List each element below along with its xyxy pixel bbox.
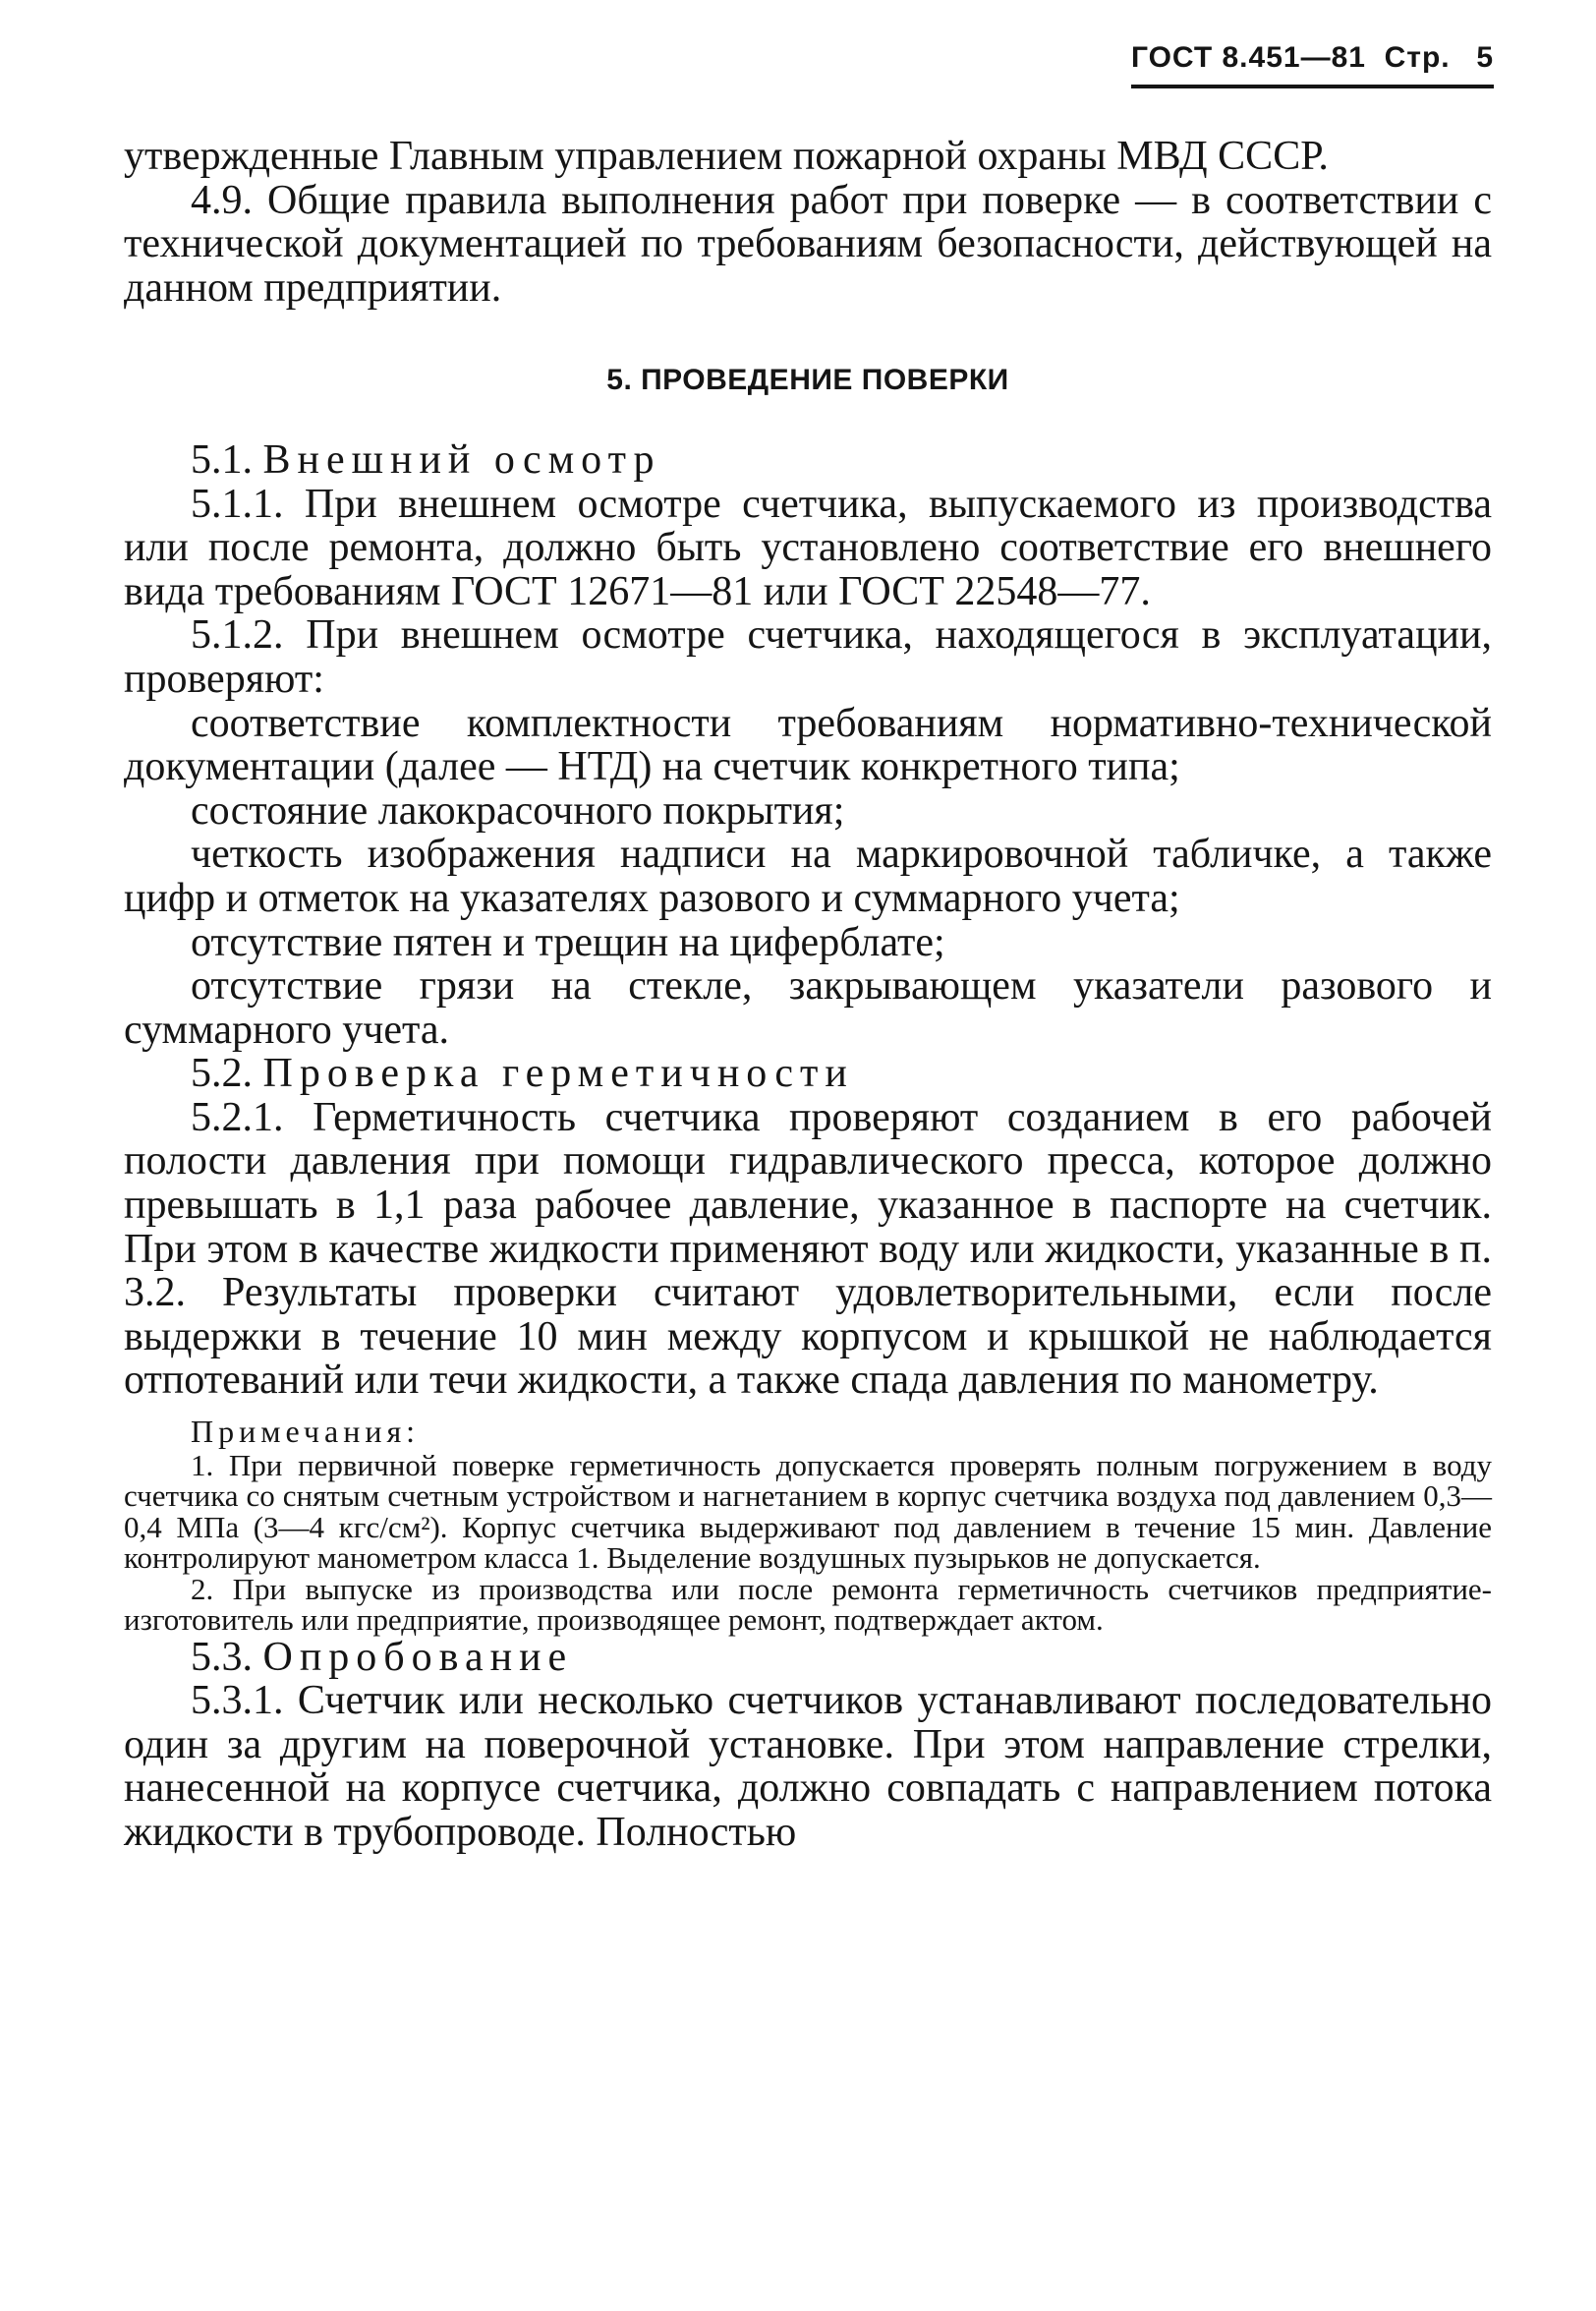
paragraph-continued: утвержденные Главным управлением пожарной охраны МВД СССР. bbox=[124, 134, 1329, 179]
subsection-5-2-title: Проверка герметичности bbox=[262, 1051, 854, 1097]
subsection-5-3-heading bbox=[124, 1636, 1492, 1680]
check-item: состояние лакокрасочного покрытия; bbox=[191, 787, 845, 834]
subsection-5-1-number: 5.1. bbox=[191, 436, 253, 483]
paragraph-4-9: 4.9. Общие правила выполнения работ при поверке — в соответствии с технической документацией по требованиям безопасности, действующей на данном предприятии. bbox=[124, 177, 1492, 311]
paragraph-5-1-1: 5.1.1. При внешнем осмотре счетчика, выпускаемого из производства или после ремонта, должно быть установлено соответствие его внешнего вида требованиям ГОСТ 12671—81 или ГОСТ 22548—77. bbox=[124, 481, 1492, 614]
subsection-5-3-number: 5.3. bbox=[191, 1634, 253, 1680]
notes-title: Примечания: bbox=[191, 1414, 421, 1450]
notes-block bbox=[124, 1416, 1492, 1636]
subsection-5-1-title: Внешний осмотр bbox=[262, 436, 661, 483]
subsection-5-1-heading bbox=[124, 438, 1492, 483]
page-label: Стр. bbox=[1384, 41, 1451, 74]
subsection-5-2-number: 5.2. bbox=[191, 1051, 253, 1097]
check-item: отсутствие пятен и трещин на циферблате; bbox=[191, 919, 945, 965]
check-item: соответствие комплектности требованиям нормативно-технической документации (далее — НТД) на счетчик конкретного типа; bbox=[124, 700, 1492, 790]
check-item: четкость изображения надписи на маркировочной табличке, а также цифр и отметок на указателях разового и суммарного учета; bbox=[124, 832, 1492, 921]
paragraph-5-1-2: 5.1.2. При внешнем осмотре счетчика, находящегося в эксплуатации, проверяют: bbox=[124, 612, 1492, 702]
check-item: отсутствие грязи на стекле, закрывающем указатели разового и суммарного учета. bbox=[124, 963, 1492, 1053]
running-header bbox=[1131, 41, 1494, 88]
body-text bbox=[124, 135, 1492, 1855]
page-number: 5 bbox=[1476, 41, 1494, 74]
section-heading: 5. ПРОВЕДЕНИЕ ПОВЕРКИ bbox=[606, 364, 1009, 397]
paragraph-5-2-1: 5.2.1. Герметичность счетчика проверяют созданием в его рабочей полости давления при помощи гидравлического пресса, которое должно превышать в 1,1 раза рабочее давление, указанное в паспорте на счетчик. При этом в качестве жидкости применяют воду или жидкости, указанные в п. 3.2. Результаты проверки считают удовлетворительными, если после выдержки в течение 10 мин между корпусом и крышкой не наблюдается отпотеваний или течи жидкости, а также спада давления по манометру. bbox=[124, 1094, 1492, 1404]
standard-number: ГОСТ 8.451—81 bbox=[1130, 41, 1366, 74]
note-item: 2. При выпуске из производства или после ремонта герметичность счетчиков предприятие-изготовитель или предприятие, производящее ремонт, подтверждает актом. bbox=[124, 1571, 1492, 1638]
subsection-5-3-title: Опробование bbox=[262, 1634, 574, 1680]
paragraph-5-3-1: 5.3.1. Счетчик или несколько счетчиков устанавливают последовательно один за другим на поверочной установке. При этом направление стрелки, нанесенной на корпусе счетчика, должно совпадать с направлением потока жидкости в трубопроводе. Полностью bbox=[124, 1678, 1492, 1855]
note-item: 1. При первичной поверке герметичность допускается проверять полным погружением в воду счетчика со снятым счетным устройством и нагнетанием в корпус счетчика воздуха под давлением 0,3—0,4 МПа (3—4 кгс/см²). Корпус счетчика выдерживают под давлением в течение 15 мин. Давление контролируют манометром класса 1. Выделение воздушных пузырьков не допускается. bbox=[124, 1447, 1492, 1576]
subsection-5-2-heading bbox=[124, 1052, 1492, 1096]
